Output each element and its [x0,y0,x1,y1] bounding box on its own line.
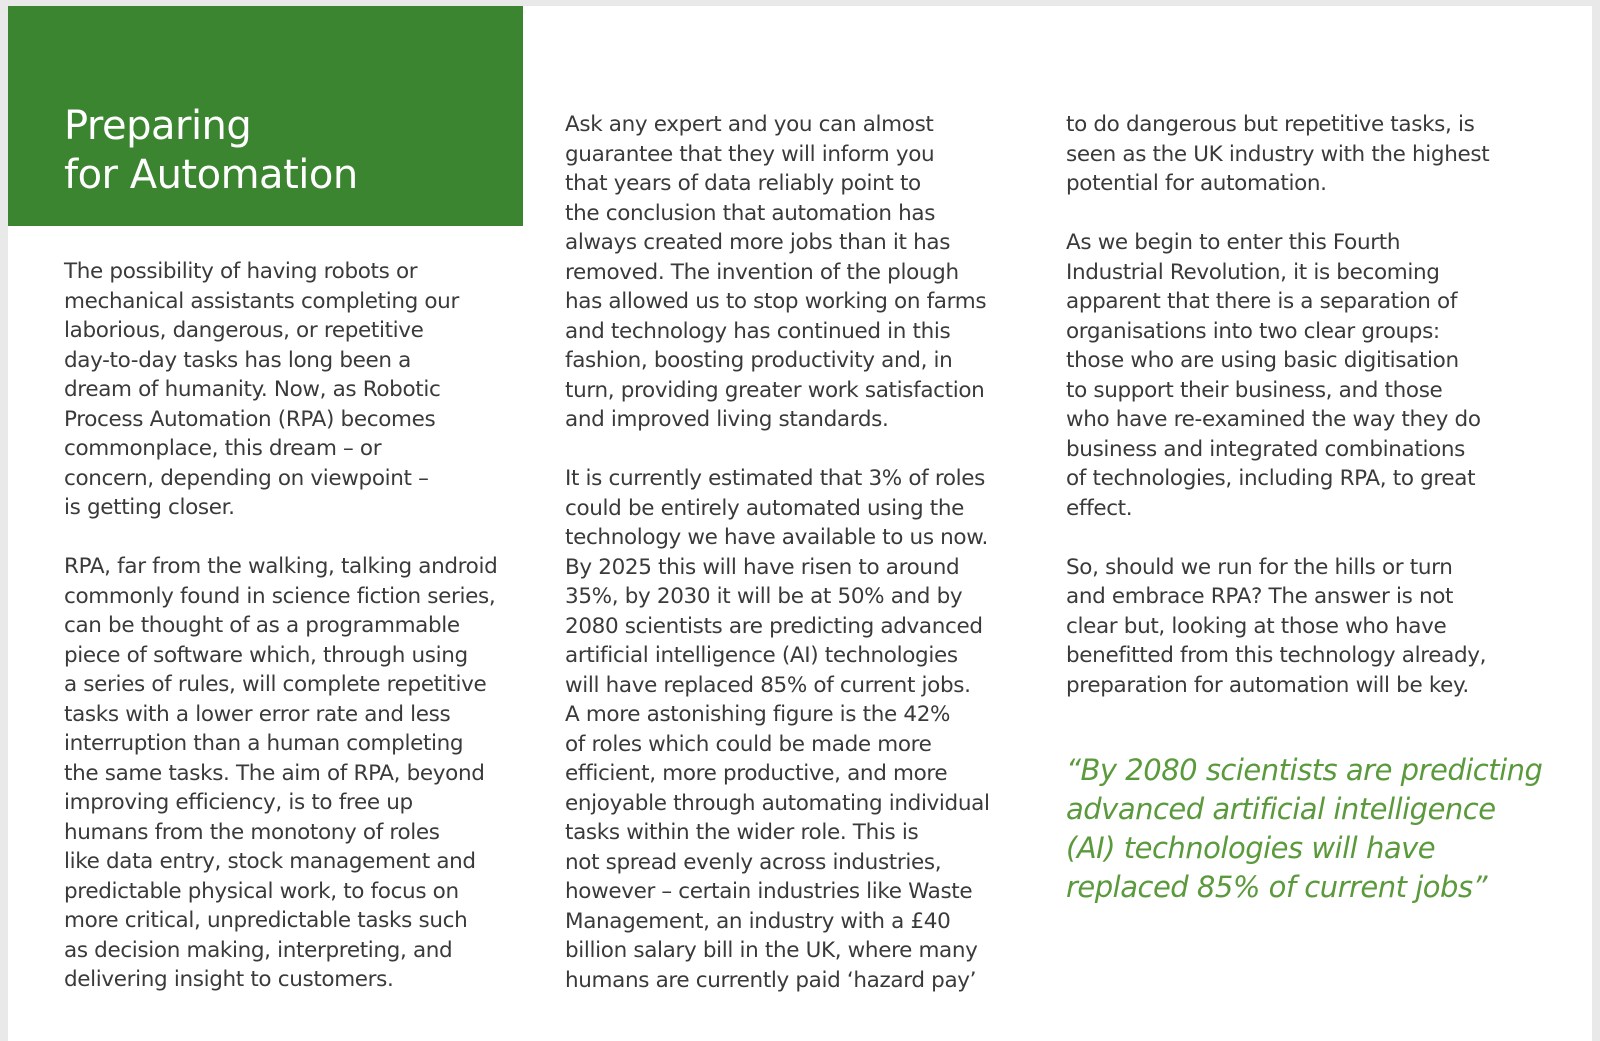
text-line: those who are using basic digitisation [1066,348,1459,373]
text-line: could be entirely automated using the [565,495,965,521]
title-line: Preparing [64,103,252,149]
text-line: laborious, dangerous, or repetitive [64,318,424,343]
text-line: seen as the UK industry with the highest [1066,141,1490,167]
text-line: By 2025 this will have risen to around [565,554,960,580]
text-line: of roles which could be made more [565,731,932,757]
text-line: business and integrated combinations [1066,436,1466,462]
text-line: Ask any expert and you can almost [565,112,934,137]
body-paragraph [64,257,497,523]
text-line: dream of humanity. Now, as Robotic [64,377,441,402]
text-line: commonly found in science fiction series, [64,583,496,609]
text-line: mechanical assistants completing our [64,288,459,314]
text-line: as decision making, interpreting, and [64,937,453,963]
text-line: benefitted from this technology already, [1066,643,1487,668]
text-line: piece of software which, through using [64,642,468,668]
text-line: however – certain industries like Waste [565,879,973,904]
text-line: Industrial Revolution, it is becoming [1066,259,1440,285]
text-line: who have re-examined the way they do [1066,407,1481,432]
text-line: commonplace, this dream – or [64,436,382,461]
text-line: a series of rules, will complete repetitive [64,672,487,697]
text-line: delivering insight to customers. [64,967,394,992]
text-line: clear but, looking at those who have [1066,613,1447,639]
text-line: and embrace RPA? The answer is not [1066,584,1454,609]
text-column-2 [565,110,990,1025]
text-line: So, should we run for the hills or turn [1066,554,1453,580]
text-line: predictable physical work, to focus on [64,878,459,904]
text-line: organisations into two clear groups: [1066,318,1440,344]
text-line: and technology has continued in this [565,318,951,344]
text-line: preparation for automation will be key. [1066,672,1469,698]
text-line: efficient, more productive, and more [565,761,948,786]
text-line: Management, an industry with a £40 [565,908,951,934]
text-line: day-to-day tasks has long been a [64,347,411,373]
text-line: fashion, boosting productivity and, in [565,348,953,373]
text-line: is getting closer. [64,495,235,520]
body-paragraph [565,464,990,995]
text-line: A more astonishing figure is the 42% [565,702,951,727]
body-paragraph [565,110,990,435]
body-paragraph [64,552,497,995]
quote-line: replaced 85% of current jobs” [1066,870,1488,904]
text-line: to do dangerous but repetitive tasks, is [1066,112,1475,137]
text-line: like data entry, stock management and [64,849,476,874]
title-banner [8,6,523,226]
text-line: not spread evenly across industries, [565,849,942,875]
text-line: technology we have available to us now. [565,525,988,550]
text-line: removed. The invention of the plough [565,259,959,285]
text-line: apparent that there is a separation of [1066,289,1458,314]
page-title [64,102,358,200]
text-line: the same tasks. The aim of RPA, beyond [64,760,485,786]
text-line: Process Automation (RPA) becomes [64,406,436,432]
text-line: always created more jobs than it has [565,230,951,255]
text-line: more critical, unpredictable tasks such [64,908,468,933]
text-line: effect. [1066,495,1133,521]
text-line: the conclusion that automation has [565,200,936,226]
quote-line: (AI) technologies will have [1066,831,1436,865]
text-line: will have replaced 85% of current jobs. [565,672,971,698]
text-line: improving efficiency, is to free up [64,790,413,815]
quote-line: “By 2080 scientists are predicting [1066,753,1543,787]
text-line: enjoyable through automating individual [565,790,990,816]
text-line: potential for automation. [1066,171,1327,196]
text-line: It is currently estimated that 3% of roles [565,466,986,491]
article-page [8,6,1592,1041]
pull-quote [1066,751,1542,907]
text-line: tasks with a lower error rate and less [64,701,451,727]
text-line: to support their business, and those [1066,377,1443,403]
text-column-3 [1066,110,1489,730]
text-line: can be thought of as a programmable [64,613,460,638]
text-line: that years of data reliably point to [565,171,921,196]
title-line: for Automation [64,152,358,198]
text-line: artificial intelligence (AI) technologies [565,643,958,668]
text-line: of technologies, including RPA, to great [1066,466,1476,491]
text-line: humans from the monotony of roles [64,819,440,845]
text-column-1 [64,257,497,1024]
text-line: has allowed us to stop working on farms [565,289,987,314]
text-line: As we begin to enter this Fourth [1066,230,1401,255]
body-paragraph [1066,228,1489,523]
text-line: RPA, far from the walking, talking android [64,554,498,579]
text-line: 35%, by 2030 it will be at 50% and by [565,584,963,609]
text-line: interruption than a human completing [64,731,464,756]
body-paragraph [1066,110,1489,199]
text-line: guarantee that they will inform you [565,141,935,167]
body-paragraph [1066,553,1489,701]
quote-line: advanced artificial intelligence [1066,792,1496,826]
text-line: 2080 scientists are predicting advanced [565,613,983,639]
text-line: humans are currently paid ‘hazard pay’ [565,967,977,993]
text-line: and improved living standards. [565,407,889,432]
text-line: concern, depending on viewpoint – [64,465,429,491]
text-line: turn, providing greater work satisfaction [565,377,985,403]
text-line: tasks within the wider role. This is [565,820,919,845]
text-line: The possibility of having robots or [64,259,418,284]
text-line: billion salary bill in the UK, where many [565,938,978,963]
